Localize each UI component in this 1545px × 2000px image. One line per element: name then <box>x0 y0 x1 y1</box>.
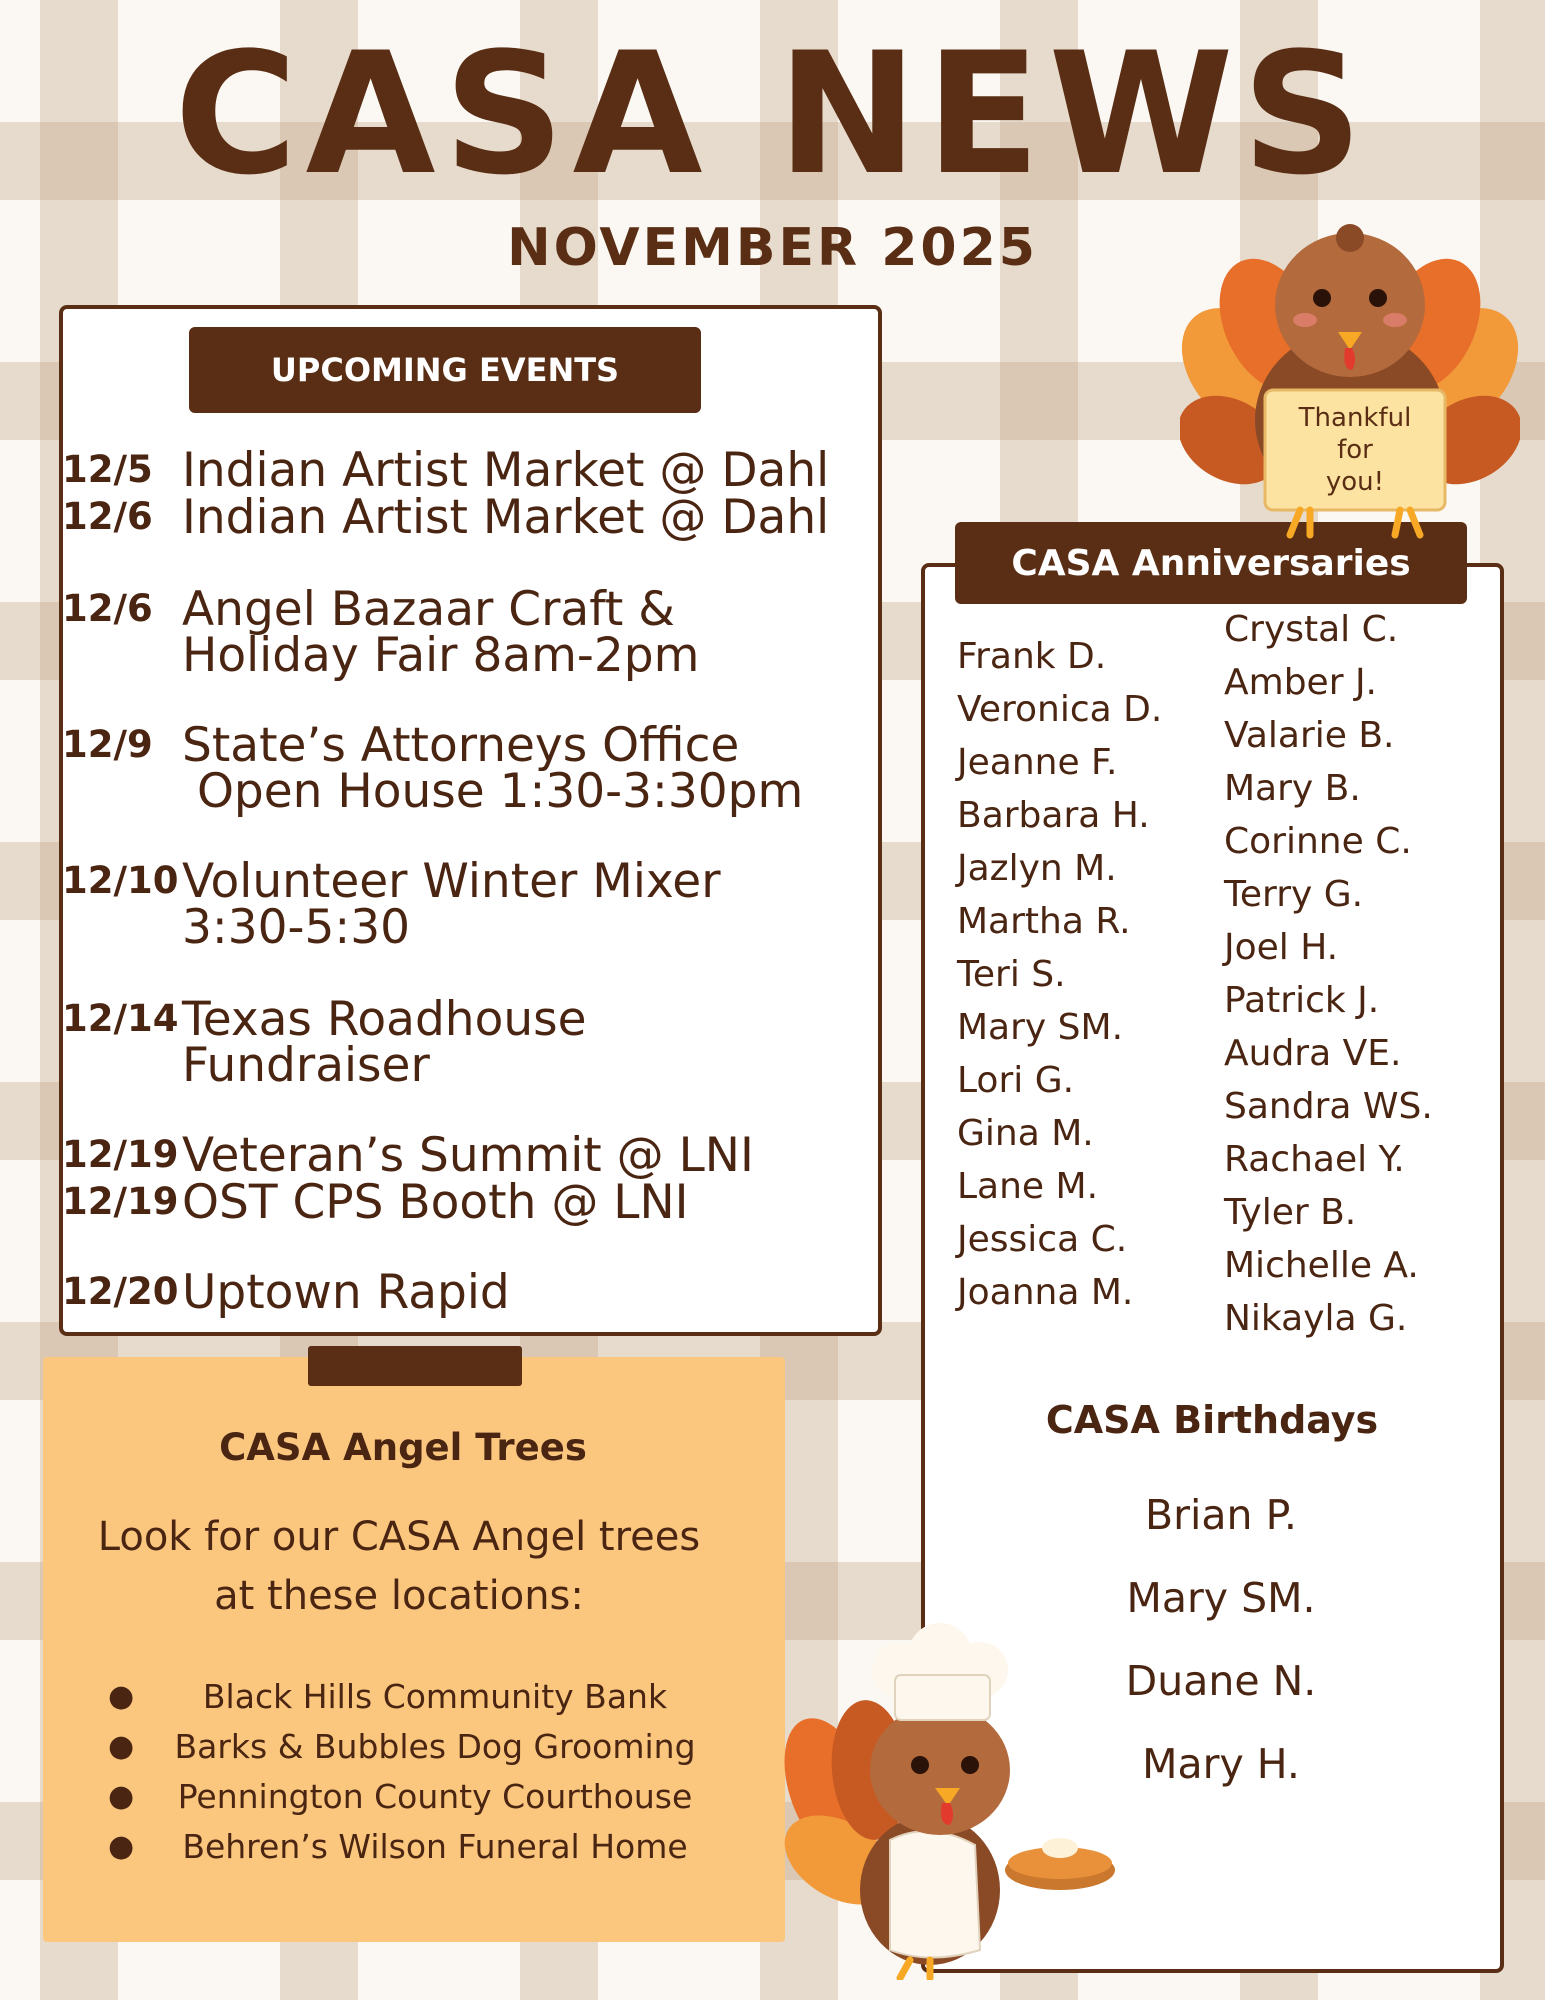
event-text: Texas Roadhouse Fundraiser <box>182 992 587 1093</box>
location-item <box>100 1772 730 1822</box>
anniversaries-column-1 <box>957 630 1162 1319</box>
anniversary-name: Terry G. <box>1224 874 1364 915</box>
event-text: OST CPS Booth @ LNI <box>182 1175 689 1230</box>
event-date: 12/5 <box>62 448 153 491</box>
thankful-sign <box>1265 390 1445 510</box>
event-text: Uptown Rapid <box>182 1265 510 1320</box>
anniversary-name: Joanna M. <box>957 1272 1134 1313</box>
event-text: Angel Bazaar Craft & Holiday Fair 8am-2pm <box>182 582 700 683</box>
sign-line-1: Thankful <box>1298 403 1412 433</box>
anniversary-name: Mary B. <box>1224 768 1361 809</box>
pumpkin-pie <box>1005 1838 1115 1890</box>
upcoming-events-heading: UPCOMING EVENTS <box>189 327 701 413</box>
sign-line-2: for <box>1337 435 1373 465</box>
bullet-icon: ● <box>108 1829 135 1864</box>
anniversary-name: Barbara H. <box>957 795 1150 836</box>
anniversary-name: Patrick J. <box>1224 980 1380 1021</box>
birthday-name: Brian P. <box>1145 1491 1297 1539</box>
anniversary-name: Martha R. <box>957 901 1131 942</box>
anniversary-name: Teri S. <box>957 954 1066 995</box>
chef-hat <box>872 1623 1008 1720</box>
event-text: Indian Artist Market @ Dahl <box>182 443 830 498</box>
bullet-icon: ● <box>108 1779 135 1814</box>
birthday-name: Duane N. <box>1125 1657 1317 1705</box>
anniversary-name: Nikayla G. <box>1224 1298 1408 1339</box>
tape-decoration <box>308 1346 522 1386</box>
event-date: 12/14 <box>62 997 179 1040</box>
birthday-name: Mary H. <box>1142 1740 1300 1788</box>
anniversary-name: Crystal C. <box>1224 609 1399 650</box>
sign-line-3: you! <box>1325 467 1385 497</box>
anniversary-name: Michelle A. <box>1224 1245 1419 1286</box>
location-item <box>100 1722 730 1772</box>
angel-trees-heading: CASA Angel Trees <box>219 1426 587 1469</box>
event-date: 12/10 <box>62 859 179 902</box>
location-item <box>100 1822 730 1872</box>
bullet-icon: ● <box>108 1729 135 1764</box>
anniversary-name: Audra VE. <box>1224 1033 1402 1074</box>
event-date: 12/6 <box>62 495 153 538</box>
anniversary-name: Mary SM. <box>957 1007 1124 1048</box>
angel-trees-intro-line: Look for our CASA Angel trees <box>97 1514 701 1560</box>
event-date: 12/6 <box>62 587 153 630</box>
angel-trees-intro-line: at these locations: <box>214 1573 584 1619</box>
newsletter-title: CASA NEWS <box>174 16 1371 212</box>
event-text: Veteran’s Summit @ LNI <box>182 1128 754 1183</box>
event-text: Volunteer Winter Mixer 3:30-5:30 <box>182 854 721 955</box>
event-text: State’s Attorneys Office Open House 1:30-3:30pm <box>182 718 804 819</box>
anniversary-name: Gina M. <box>957 1113 1094 1154</box>
anniversary-name: Tyler B. <box>1224 1192 1357 1233</box>
anniversary-name: Lori G. <box>957 1060 1075 1101</box>
bullet-icon: ● <box>108 1679 135 1714</box>
anniversary-name: Amber J. <box>1224 662 1377 703</box>
anniversary-name: Frank D. <box>957 636 1107 677</box>
event-date: 12/20 <box>62 1270 179 1313</box>
location-name: Behren’s Wilson Funeral Home <box>182 1827 688 1866</box>
location-name: Pennington County Courthouse <box>177 1777 693 1816</box>
anniversary-name: Jessica C. <box>957 1219 1128 1260</box>
turkey-thankful-illustration <box>1180 220 1520 540</box>
anniversary-name: Lane M. <box>957 1166 1099 1207</box>
birthdays-heading: CASA Birthdays <box>1045 1398 1379 1442</box>
anniversary-name: Rachael Y. <box>1224 1139 1405 1180</box>
event-date: 12/19 <box>62 1133 179 1176</box>
anniversaries-heading: CASA Anniversaries <box>955 522 1467 604</box>
turkey-chef-pie-illustration <box>780 1620 1140 1980</box>
location-name: Black Hills Community Bank <box>202 1677 668 1716</box>
anniversary-name: Sandra WS. <box>1224 1086 1433 1127</box>
birthday-name: Mary SM. <box>1126 1574 1316 1622</box>
angel-trees-intro <box>43 1508 755 1626</box>
anniversary-name: Veronica D. <box>957 689 1163 730</box>
anniversary-name: Jazlyn M. <box>957 848 1117 889</box>
anniversary-name: Joel H. <box>1224 927 1339 968</box>
anniversaries-column-2 <box>1224 603 1433 1345</box>
event-date: 12/9 <box>62 723 153 766</box>
event-text: Indian Artist Market @ Dahl <box>182 490 830 545</box>
angel-trees-locations <box>100 1672 730 1872</box>
location-item <box>100 1672 730 1722</box>
anniversary-name: Jeanne F. <box>957 742 1118 783</box>
newsletter-month: NOVEMBER 2025 <box>507 218 1038 278</box>
event-date: 12/19 <box>62 1180 179 1223</box>
location-name: Barks & Bubbles Dog Grooming <box>174 1727 696 1766</box>
anniversary-name: Corinne C. <box>1224 821 1412 862</box>
anniversary-name: Valarie B. <box>1224 715 1395 756</box>
